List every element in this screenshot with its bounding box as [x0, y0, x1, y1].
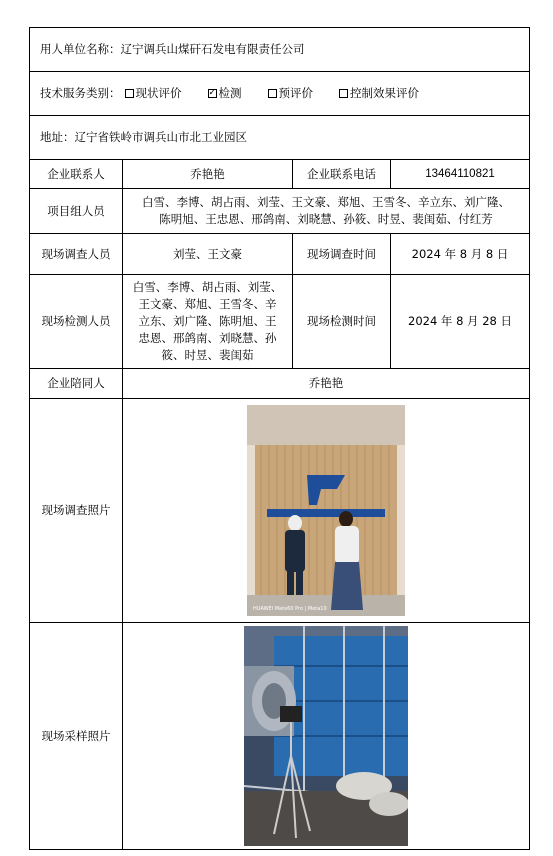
- checkbox-icon: [339, 89, 348, 98]
- detect-staff-line: 王文豪、郑旭、王雪冬、辛: [138, 297, 277, 311]
- detect-time-label: 现场检测时间: [292, 275, 390, 368]
- address-value: 辽宁省铁岭市调兵山市北工业园区: [74, 130, 247, 144]
- option-detection[interactable]: ✓ 检测: [208, 86, 242, 100]
- option-pre-evaluation[interactable]: 预评价: [268, 85, 314, 102]
- row-contact: [29, 160, 530, 189]
- service-label: 技术服务类别：: [40, 86, 121, 100]
- survey-photo-image: [247, 405, 405, 616]
- detect-staff-line: 筱、时昱、裴闺茹: [161, 348, 254, 362]
- survey-time-label: 现场调查时间: [292, 234, 390, 274]
- row-team: [29, 189, 530, 234]
- row-escort: [29, 369, 530, 399]
- row-sampling-photo: [29, 623, 530, 850]
- row-service-type: [29, 72, 530, 116]
- sampling-photo: [244, 626, 408, 846]
- detect-staff-line: 忠恩、邢鸽南、刘晓慧、孙: [138, 331, 277, 345]
- survey-time: 2024 年 8 月 8 日: [390, 234, 529, 274]
- option-control-effect-evaluation[interactable]: 控制效果评价: [339, 85, 419, 102]
- escort-label: 企业陪同人: [47, 376, 105, 390]
- contact-name: 乔艳艳: [122, 160, 292, 188]
- survey-staff: 刘莹、王文豪: [122, 234, 292, 274]
- detect-time: 2024 年 8 月 28 日: [390, 275, 529, 368]
- unit-label: 用人单位名称：: [40, 42, 121, 56]
- sampling-photo-label: 现场采样照片: [41, 728, 111, 743]
- survey-photo: [247, 405, 405, 616]
- row-survey-photo: [29, 399, 530, 623]
- survey-staff-label: 现场调查人员: [41, 246, 111, 261]
- row-unit: [29, 27, 530, 72]
- checked-checkbox-icon: ✓: [208, 88, 217, 98]
- team-members-line-2: 陈明旭、王忠恩、邢鸽南、刘晓慧、孙筱、时昱、裴闺茹、付红芳: [159, 212, 493, 226]
- phone-label: 企业联系电话: [292, 160, 390, 188]
- detect-staff-label: 现场检测人员: [41, 314, 111, 328]
- survey-photo-label: 现场调查照片: [41, 503, 111, 517]
- record-table: [29, 27, 530, 850]
- checkbox-icon: [268, 89, 277, 98]
- row-survey: [29, 234, 530, 275]
- address-label: 地址：: [40, 130, 75, 144]
- photo-watermark: HUAWEI Mate60 Pro | Meta10: [253, 606, 327, 612]
- phone-number: 13464110821: [390, 160, 529, 188]
- detect-staff-line: 白雪、李博、胡占雨、刘莹、: [132, 280, 283, 294]
- unit-name: 辽宁调兵山煤矸石发电有限责任公司: [120, 42, 305, 56]
- row-detection: [29, 275, 530, 369]
- detect-staff-line: 立东、刘广隆、陈明旭、王: [138, 314, 277, 328]
- row-address: [29, 116, 530, 160]
- checkbox-icon: [125, 89, 134, 98]
- sampling-photo-image: [244, 626, 408, 846]
- team-label: 项目组人员: [47, 203, 105, 218]
- escort-name: 乔艳艳: [122, 369, 529, 398]
- option-status-evaluation[interactable]: 现状评价: [125, 85, 182, 102]
- contact-label: 企业联系人: [47, 166, 105, 181]
- team-members-line-1: 白雪、李博、胡占雨、刘莹、王文豪、郑旭、王雪冬、辛立东、刘广隆、: [142, 195, 510, 209]
